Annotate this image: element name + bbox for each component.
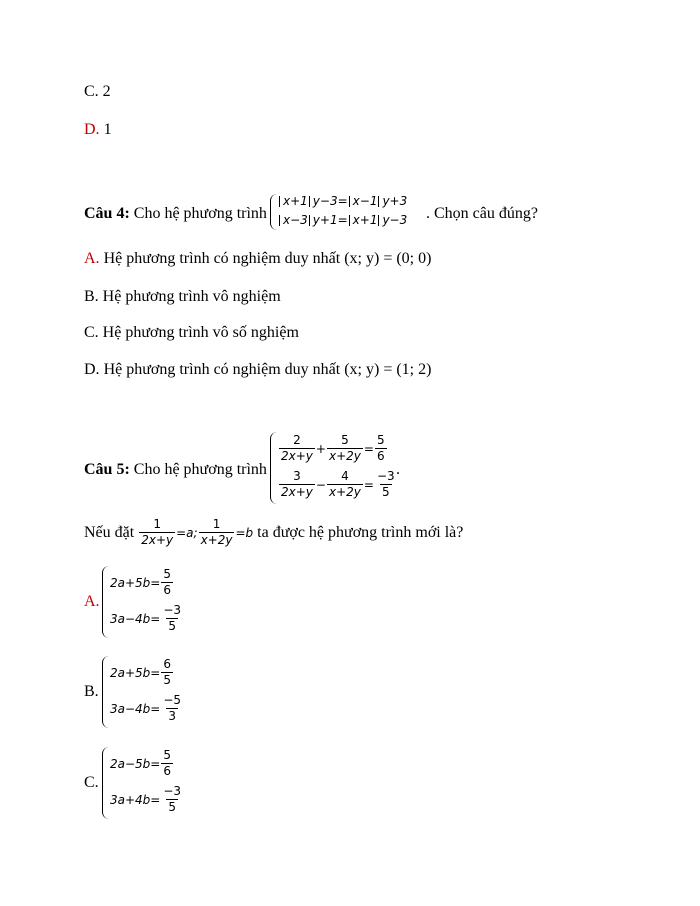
q4-option-d: D. Hệ phương trình có nghiệm duy nhất (x; y) = (1; 2)	[84, 361, 432, 378]
q4-eq2: x−3 y+1 = x+1 y−3	[278, 213, 407, 227]
q4-option-c: C. Hệ phương trình vô số nghiệm	[84, 324, 299, 341]
q4-prompt: Câu 4: Cho hệ phương trình	[84, 205, 267, 222]
q5-option-a-system	[102, 566, 202, 638]
q5-question-end: .	[396, 461, 400, 478]
q5-option-a-letter: A.	[84, 593, 100, 610]
q5-option-c-system	[102, 747, 202, 819]
q4-option-b: B. Hệ phương trình vô nghiệm	[84, 288, 281, 305]
q4-question-end: . Chọn câu đúng?	[426, 205, 538, 222]
option-b-eq1: 2a+5b= $\frac{6}{5}$	[110, 657, 171, 687]
q5-prompt: Câu 5: Cho hệ phương trình	[84, 461, 267, 478]
option-b-eq2: 3a−4b= $\frac{-5}{3}$	[110, 693, 182, 723]
left-brace	[102, 656, 109, 728]
option-c-eq2: 3a+4b= $\frac{-3}{5}$	[110, 784, 182, 814]
left-brace	[102, 747, 109, 819]
option-c-eq1: 2a−5b= $\frac{5}{6}$	[110, 748, 171, 778]
left-brace	[270, 432, 277, 504]
q4-eq1: x+1 y−3 = x−1 y+3	[278, 194, 407, 208]
option-d-prev: D. 1	[84, 121, 112, 138]
q4-option-a: A. Hệ phương trình có nghiệm duy nhất (x; y) = (0; 0)	[84, 250, 432, 267]
substitution-math: $\frac{1}{2x+y}$ =a; $\frac{1}{x+2y}$ =b	[141, 517, 254, 547]
left-brace	[102, 566, 109, 638]
left-brace	[270, 194, 277, 230]
q5-option-b-letter: B.	[84, 683, 99, 700]
option-a-eq1: 2a+5b= $\frac{5}{6}$	[110, 567, 171, 597]
q5-eq1: $\frac{2}{2x+y}$ + $\frac{5}{x+2y}$ = $\frac{5}{6}$	[281, 433, 385, 463]
q5-substitution: Nếu đặt $\frac{1}{2x+y}$ =a; $\frac{1}{x+2y}$ =b ta được hệ phương trình mới là?	[84, 517, 464, 547]
q5-eq2: $\frac{3}{2x+y}$ − $\frac{4}{x+2y}$ = $\frac{-3}{5}$	[281, 469, 395, 499]
option-a-eq2: 3a−4b= $\frac{-3}{5}$	[110, 603, 182, 633]
q5-option-c-letter: C.	[84, 774, 99, 791]
q5-system	[270, 432, 400, 504]
q4-system	[270, 194, 430, 230]
option-c-prev: C. 2	[84, 83, 111, 100]
q5-option-b-system	[102, 656, 202, 728]
